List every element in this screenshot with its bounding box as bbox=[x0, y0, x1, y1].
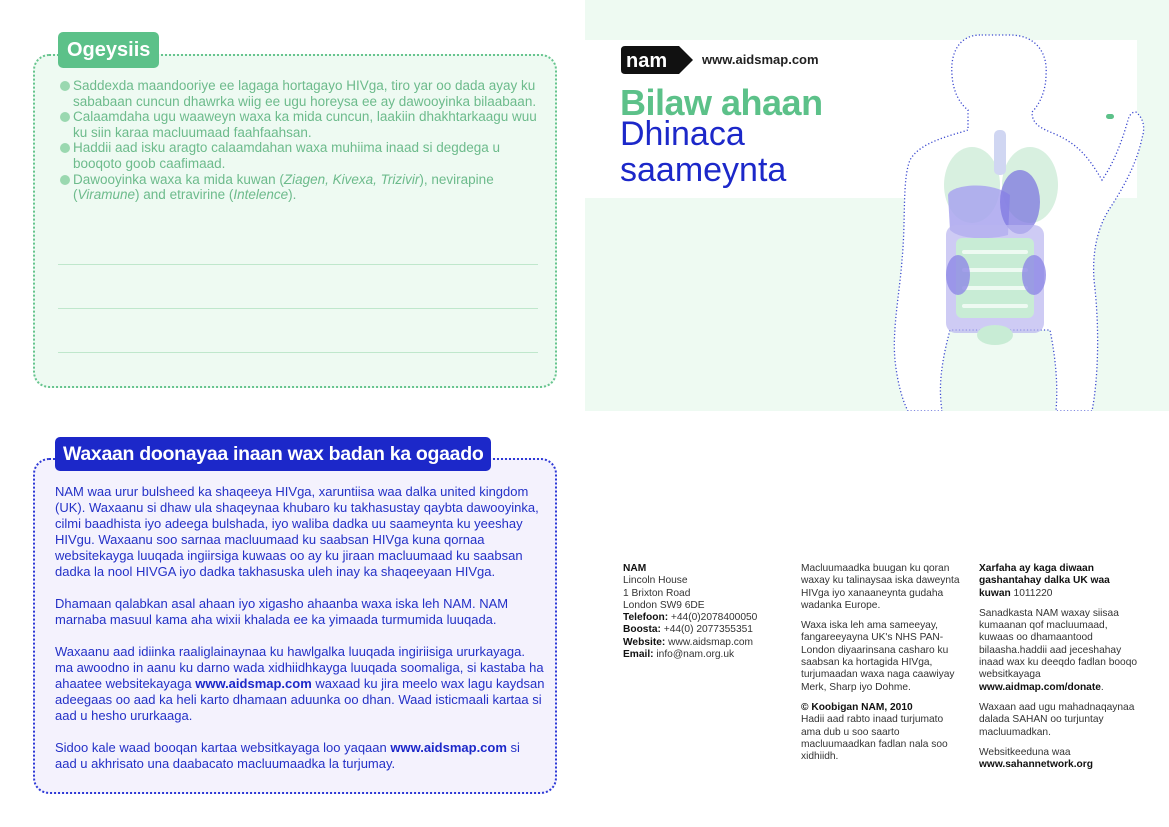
copyright: © Koobigan NAM, 2010 bbox=[801, 701, 913, 713]
info-paragraph-2: Waxa iska leh ama sameeyay, fangareeyayna UK's NHS PAN-London diyaarinsana casharo ku saabsan ka hortagida HIVga, turjumaadan waxa naga caawiyay Merk, Sharp iyo Dohme. bbox=[801, 620, 955, 693]
info-paragraph-1: Macluumaadka buugan ku qoran waxay ku talinaysaa iska daweynta HIVga iyo xanaaneynta gudaha wadanka Europe. bbox=[801, 563, 960, 611]
ogeysiis-item: Dawooyinka waxa ka mida kuwan (Ziagen, Kivexa, Trizivir), nevirapine (Viramune) and etravirine (Intelence). bbox=[60, 172, 540, 203]
cover-title-line2 bbox=[620, 116, 786, 188]
bullet-dot-icon bbox=[60, 175, 70, 185]
cover-title-line2-text: Dhinaca bbox=[620, 115, 745, 153]
sahan-link[interactable]: www.sahannetwork.org bbox=[979, 759, 1093, 771]
cover-title-line1: Bilaw ahaan bbox=[620, 82, 823, 123]
human-body-illustration bbox=[880, 30, 1160, 411]
svg-text:nam: nam bbox=[626, 50, 668, 72]
charity-column bbox=[979, 563, 1139, 779]
aidsmap-link[interactable]: www.aidsmap.com bbox=[195, 676, 312, 691]
contact-fax: Boosta: +44(0) 2077355351 bbox=[623, 624, 753, 636]
ogeysiis-list bbox=[60, 78, 540, 203]
bullet-dot-icon bbox=[60, 81, 70, 91]
waxaan-paragraph-3: Waxaanu aad idiinka raaliglainaynaa ku hawlgalka luuqada ingiriisiga ururkayaga. ma awoodno in aanu ku darno wada xidhiidhkayga luuqada soomaliga, si kastaba ha ahaatee websitekayaga www.aidsmap.com waxaad ku jira meelo wax lagu kaydsan adeegaas oo aad ka heli karto dhamaan aduunka oo dhan. Waad isticmaali kartaa si aad u hesho ururkaaga. bbox=[55, 644, 545, 723]
bullet-dot-icon bbox=[60, 112, 70, 122]
nam-logo bbox=[621, 46, 693, 74]
contact-column bbox=[623, 563, 783, 661]
contact-address-2: 1 Brixton Road bbox=[623, 587, 691, 599]
aidsmap-link[interactable]: www.aidsmap.com bbox=[390, 740, 507, 755]
waxaan-paragraph-1: NAM waa urur bulsheed ka shaqeeya HIVga, xaruntiisa waa dalka united kingdom (UK). Waxaanu si dhaw ula shaqeynaa khubaro ku takhasustay qaybta dawooyinka, cilmi baadhista iyo adeega bulshada, iyo waliba dadka uu saameynta ku yeeshay HIVgu. Waxaanu soo sarnaa macluumaad ku saabsan HIVga kuna qornaa websitekayga luuqada ingiirsiga kuwaas oo ay ku jiraan macluumaad ku saabsan dadka la nool HIVGA iyo dadka takhasuska uleh inay ka shaqeeyaan HIVga. bbox=[55, 484, 539, 579]
info-column bbox=[801, 563, 963, 771]
donate-paragraph: Sanadkasta NAM waxay siisaa kumaanan qof macluumaad, kuwaas oo dhamaantood bilaasha.haddii aad jeceshahay inaad wax ku deeqdo fadlan booqo websitkayaga www.aidmap.com/donate. bbox=[979, 607, 1138, 693]
waxaan-paragraph-4: Sidoo kale waad booqan kartaa websitkayaga loo yaqaan www.aidsmap.com si aad u akhrisato una daabacato macluumaadka la turjumay. bbox=[55, 740, 520, 771]
ogeysiis-item: Haddii aad isku aragto calaamdahan waxa muhiima inaad si degdega u booqoto goob caafimaad. bbox=[60, 140, 540, 171]
charity-heading: Xarfaha ay kaga diwaan gashantahay dalka UK waa kuwan 1011220 bbox=[979, 563, 1110, 599]
sahan-paragraph: Websitkeeduna waa www.sahannetwork.org bbox=[979, 746, 1093, 771]
bullet-dot-icon bbox=[60, 143, 70, 153]
ogeysiis-item: Saddexda maandooriye ee lagaga hortagayo HIVga, tiro yar oo dada ayay ku sababaan cuncun dhawrka wiig ee ugu horeysa ee ay dawooyinka bilaabaan. bbox=[60, 78, 540, 109]
ogeysiis-item: Calaamdaha ugu waaweyn waxa ka mida cuncun, laakiin dhakhtarkaagu wuu ku siin karaa macluumaad faahfaahsan. bbox=[60, 109, 540, 140]
info-paragraph-3: Hadii aad rabto inaad turjumato ama dub u soo saarto macluumaadkan fadlan nala soo xidhiidh. bbox=[801, 714, 948, 763]
ogeysiis-title: Ogeysiis bbox=[58, 32, 159, 68]
thanks-paragraph: Waxaan aad ugu mahadnaqaynaa dalada SAHAN oo turjuntay macluumadkan. bbox=[979, 701, 1135, 738]
contact-telephone: Telefoon: +44(0)2078400050 bbox=[623, 612, 758, 624]
contact-address-3: London SW9 6DE bbox=[623, 599, 705, 611]
contact-website: Website: www.aidsmap.com bbox=[623, 636, 754, 648]
note-line bbox=[58, 264, 538, 265]
waxaan-title: Waxaan doonayaa inaan wax badan ka ogaado bbox=[55, 437, 491, 471]
contact-email: Email: info@nam.org.uk bbox=[623, 649, 735, 661]
contact-address-1: Lincoln House bbox=[623, 575, 688, 587]
cover-title-line3-text: saameynta bbox=[620, 151, 787, 189]
waxaan-paragraph-2: Dhamaan qalabkan asal ahaan iyo xigasho ahaanba waxa iska leh NAM. NAM marnaba masuul kama aha wixii khalada ee ka yimaada turmumida luuqada. bbox=[55, 596, 509, 627]
cover-url[interactable]: www.aidsmap.com bbox=[702, 52, 819, 67]
note-line bbox=[58, 352, 538, 353]
donate-link[interactable]: www.aidmap.com/donate bbox=[979, 681, 1101, 693]
note-line bbox=[58, 308, 538, 309]
contact-org: NAM bbox=[623, 563, 647, 574]
